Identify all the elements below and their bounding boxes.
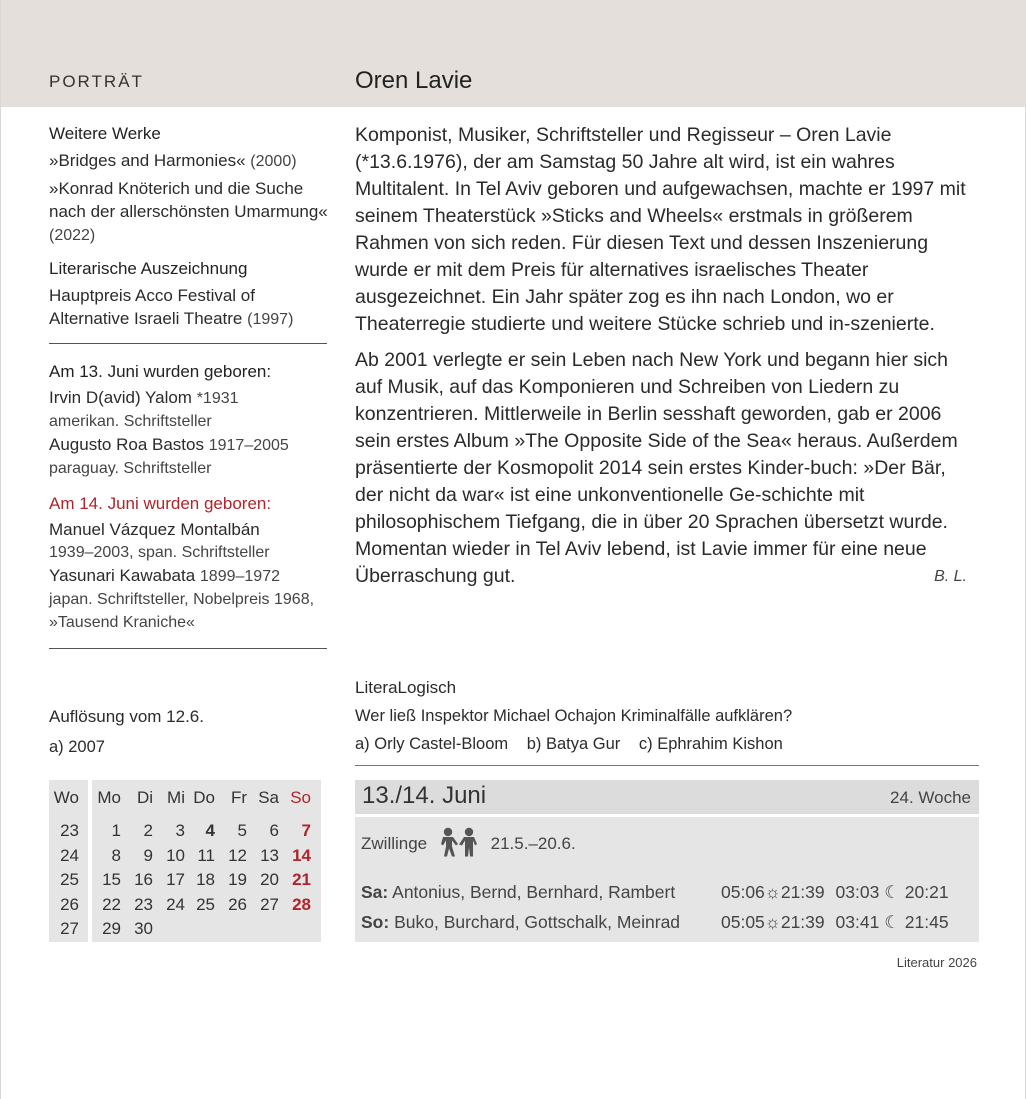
calendar-day: 11 xyxy=(197,845,215,865)
saturday-names: Antonius, Bernd, Bernhard, Rambert xyxy=(392,882,676,902)
zodiac xyxy=(361,827,576,857)
calendar-day: 23 xyxy=(134,894,153,914)
calendar-day: 13 xyxy=(260,845,279,865)
work2-title: »Konrad Knöterich und die Suche nach der allerschönsten Umarmung« xyxy=(49,179,328,221)
calendar-week-number: 25 xyxy=(60,870,79,889)
work1-title: »Bridges and Harmonies« xyxy=(49,151,246,170)
person2-years: 1917–2005 xyxy=(208,437,289,454)
person1-years: *1931 xyxy=(196,390,239,407)
person4-desc: japan. Schriftsteller, Nobelpreis 1968, »Tausend Kraniche« xyxy=(49,591,315,631)
article-paragraph-2: Ab 2001 verlegte er sein Leben nach New York und begann hier sich auf Musik, auf das Komponieren und Schreiben von Liedern zu konzentrieren. Mittlerweile in Berlin sesshaft geworden, gab er 2006 sein erstes Album »The Opposite Side of the Sea« heraus. Außerdem präsentierte der Kosmopolit 2014 sein erstes Kinder-buch: »Der Bär, der nicht da war« ist eine unkonventionelle Ge-schichte mit philosophischem Tiefgang, die in über 20 Sprachen übersetzt wurde. Momentan wieder in Tel Aviv lebend, ist Lavie immer für eine neue Überraschung gut. xyxy=(355,349,958,587)
sa-moonrise: 03:03 xyxy=(835,882,880,902)
calendar-day: 24 xyxy=(166,894,185,914)
section-label: PORTRÄT xyxy=(49,72,144,91)
calendar-header-sa: Sa xyxy=(258,788,279,807)
sunday-names: Buko, Burchard, Gottschalk, Meinrad xyxy=(394,912,681,932)
quiz xyxy=(355,674,985,758)
quiz-answer-a: a) Orly Castel-Bloom xyxy=(355,735,509,753)
zodiac-name: Zwillinge xyxy=(361,834,428,853)
sidebar-divider xyxy=(49,343,327,344)
calendar-day: 9 xyxy=(143,845,153,865)
moon-icon: ☾ xyxy=(884,882,900,902)
calendar-day: 7 xyxy=(301,821,311,840)
divider-line xyxy=(355,765,979,766)
calendar-day: 19 xyxy=(228,870,247,889)
quiz-answer-b: b) Batya Gur xyxy=(526,735,621,753)
so-moonrise: 03:41 xyxy=(835,912,880,932)
sunday-times xyxy=(721,912,949,933)
moon-icon: ☾ xyxy=(884,912,900,932)
calendar-day: 8 xyxy=(111,845,121,865)
calendar-day: 10 xyxy=(166,845,185,865)
calendar-day: 21 xyxy=(292,870,311,889)
calendar-day: 4 xyxy=(205,821,215,840)
week-number: 24. Woche xyxy=(890,788,971,807)
day-separator xyxy=(355,814,979,817)
mini-calendar xyxy=(49,780,321,942)
calendar-day: 22 xyxy=(102,894,121,914)
twins-icon xyxy=(432,834,491,853)
person1-name: Irvin D(avid) Yalom xyxy=(49,388,192,407)
calendar-header-mi: Mi xyxy=(167,788,185,807)
calendar-day: 25 xyxy=(196,894,215,914)
award-name: Hauptpreis Acco Festival of Alternative Israeli Theatre xyxy=(49,286,255,328)
day-title: 13./14. Juni xyxy=(362,782,487,809)
sa-sunrise: 05:06 xyxy=(721,882,765,902)
quiz-answer-c: c) Ephrahim Kishon xyxy=(638,735,783,753)
calendar-header-wo: Wo xyxy=(53,788,79,807)
sunday-label: So: xyxy=(361,912,390,932)
calendar-day: 2 xyxy=(143,821,153,840)
person1-desc: amerikan. Schriftsteller xyxy=(49,413,212,430)
award-heading: Literarische Auszeichnung xyxy=(49,259,248,278)
so-sunrise: 05:05 xyxy=(721,912,765,932)
calendar-day: 30 xyxy=(134,919,153,938)
calendar-day: 5 xyxy=(237,821,247,840)
footer-label: Literatur 2026 xyxy=(896,955,977,970)
calendar-week-number: 26 xyxy=(60,894,79,914)
sidebar-divider-bottom xyxy=(49,648,327,649)
solution xyxy=(49,702,204,762)
sidebar xyxy=(49,122,329,665)
person4-years: 1899–1972 xyxy=(199,568,280,585)
sa-sunset: 21:39 xyxy=(780,882,825,902)
work1-year: (2000) xyxy=(250,153,297,170)
person2-name: Augusto Roa Bastos xyxy=(49,435,204,454)
saturday-names-row xyxy=(361,882,675,903)
so-sunset: 21:39 xyxy=(780,912,825,932)
page-title: Oren Lavie xyxy=(355,67,473,94)
calendar-header-do: Do xyxy=(193,788,215,807)
award-year: (1997) xyxy=(247,311,294,328)
calendar-header-so: So xyxy=(290,788,311,807)
calendar-day: 20 xyxy=(260,870,279,889)
saturday-times xyxy=(721,882,949,903)
author-initials: B. L. xyxy=(934,568,967,585)
calendar-day: 18 xyxy=(196,870,215,889)
calendar-day: 12 xyxy=(228,845,247,865)
person2-desc: paraguay. Schriftsteller xyxy=(49,460,212,477)
calendar-day: 26 xyxy=(228,894,247,914)
zodiac-range: 21.5.–20.6. xyxy=(490,834,576,853)
saturday-label: Sa: xyxy=(361,882,389,902)
day-box xyxy=(355,780,979,942)
calendar-header-mo: Mo xyxy=(97,788,121,807)
calendar-day: 17 xyxy=(166,870,185,889)
calendar-day: 28 xyxy=(292,894,311,914)
sun-icon: ☼ xyxy=(764,882,781,902)
born13-heading: Am 13. Juni wurden geboren: xyxy=(49,362,272,381)
works-heading: Weitere Werke xyxy=(49,124,161,143)
article-paragraph-1: Komponist, Musiker, Schriftsteller und Regisseur – Oren Lavie (*13.6.1976), der am Samstag 50 Jahre alt wird, ist ein wahres Multitalent. In Tel Aviv geboren und aufgewachsen, machte er 1997 mit seinem Theaterstück »Sticks and Wheels« erstmals in größerem Rahmen von sich reden. Für diesen Text und dessen Inszenierung wurde er mit dem Preis für alternatives israelisches Theater ausgezeichnet. Ein Jahr später zog es ihn nach London, wo er Theaterregie studierte und weitere Stücke schrieb und in-szenierte. xyxy=(355,124,966,335)
person3-name: Manuel Vázquez Montalbán xyxy=(49,520,260,539)
calendar-week-number: 24 xyxy=(60,845,79,865)
calendar-day: 3 xyxy=(175,821,185,840)
calendar-day: 14 xyxy=(292,845,311,865)
header-band xyxy=(1,0,1026,107)
solution-title: Auflösung vom 12.6. xyxy=(49,707,204,726)
calendar-day: 1 xyxy=(111,821,121,840)
sa-moonset: 20:21 xyxy=(904,882,949,902)
calendar-day: 29 xyxy=(102,919,121,938)
quiz-question: Wer ließ Inspektor Michael Ochajon Kriminalfälle aufklären? xyxy=(355,707,793,725)
calendar-header-di: Di xyxy=(136,788,153,807)
sun-icon: ☼ xyxy=(764,912,781,932)
article xyxy=(355,122,977,599)
calendar-week-number: 27 xyxy=(60,919,79,938)
solution-answer: a) 2007 xyxy=(49,738,105,756)
sunday-names-row xyxy=(361,912,680,933)
calendar-day: 16 xyxy=(134,870,153,889)
born14-heading: Am 14. Juni wurden geboren: xyxy=(49,494,272,513)
calendar-week-number: 23 xyxy=(60,821,79,840)
calendar-header-fr: Fr xyxy=(230,788,247,807)
so-moonset: 21:45 xyxy=(904,912,949,932)
calendar-day: 27 xyxy=(260,894,279,914)
quiz-title: LiteraLogisch xyxy=(355,678,457,697)
week-column-divider xyxy=(88,780,92,942)
person3-desc: 1939–2003, span. Schriftsteller xyxy=(49,544,270,561)
work2-year: (2022) xyxy=(49,227,96,244)
person4-name: Yasunari Kawabata xyxy=(49,566,196,585)
calendar-day: 15 xyxy=(102,870,121,889)
calendar-day: 6 xyxy=(269,821,279,840)
